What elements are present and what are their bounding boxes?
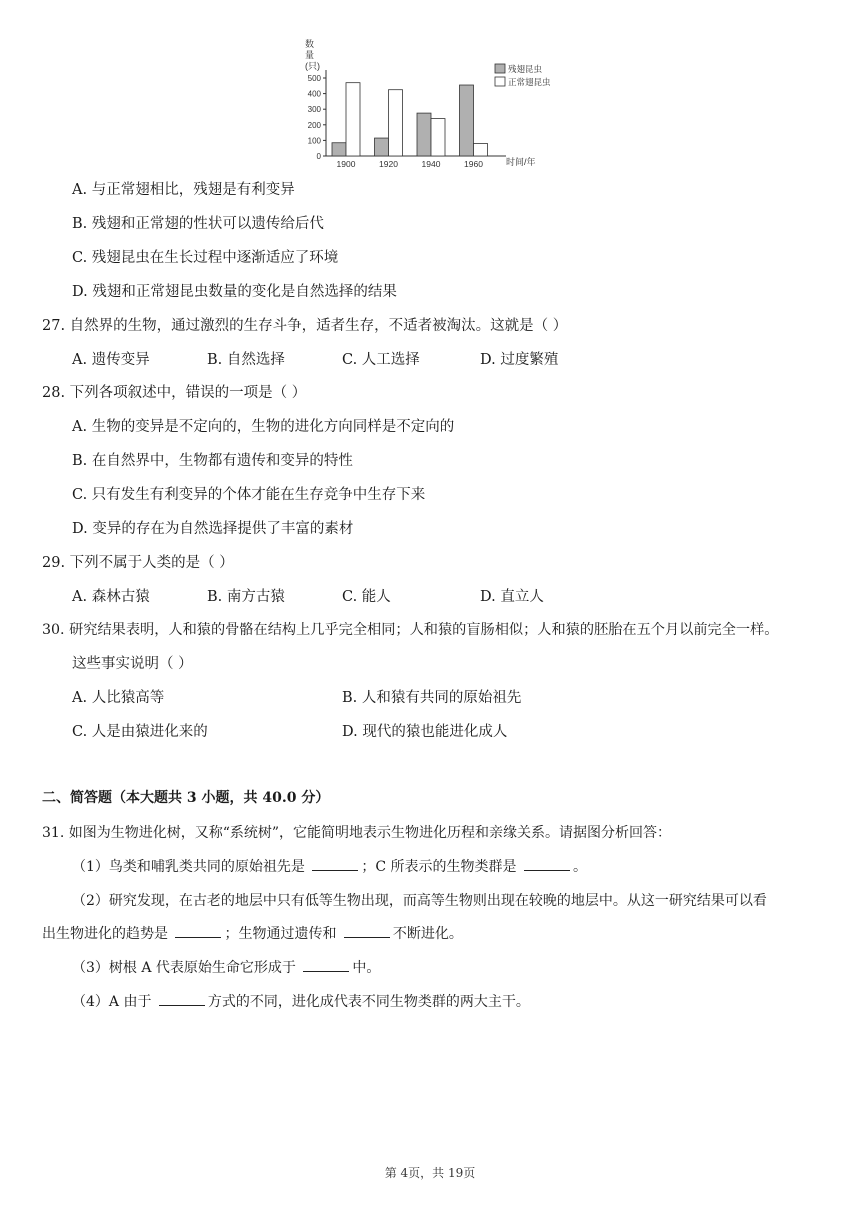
chart-x-tick-label: 1920 (379, 159, 398, 169)
chart-y-label-char: 量 (305, 50, 315, 60)
q26-option-c[interactable]: C. 残翅昆虫在生长过程中逐渐适应了环境 (72, 250, 339, 266)
page-footer: 第 4页，共 19页 (384, 1166, 476, 1180)
chart-bar (332, 143, 346, 156)
q31-blank-3[interactable] (175, 923, 221, 938)
chart-bar (431, 119, 445, 156)
chart-y-label (305, 38, 320, 71)
chart-legend-swatch (495, 77, 505, 86)
q31-part4-text-b: 方式的不同，进化成代表不同生物类群的两大主干。 (207, 994, 530, 1010)
chart-legend-label: 残翅昆虫 (508, 64, 543, 74)
q31-part2-text-b: 出生物进化的趋势是 (42, 926, 173, 942)
q30-stem-line2: 这些事实说明（ ） (72, 656, 193, 672)
q31-part3-text-b: 中。 (352, 960, 381, 976)
q29-stem: 29. 下列不属于人类的是（ ） (42, 555, 234, 571)
chart-legend (495, 64, 551, 87)
q31-blank-5[interactable] (303, 957, 349, 972)
chart-x-label: 时间/年 (506, 157, 536, 167)
q31-blank-1[interactable] (312, 856, 358, 871)
chart-bar (460, 85, 474, 156)
q28-stem: 28. 下列各项叙述中，错误的一项是（ ） (42, 385, 307, 401)
q27-stem: 27. 自然界的生物，通过激烈的生存斗争，适者生存，不适者被淘汰。这就是（ ） (42, 318, 568, 334)
q31-blank-4[interactable] (344, 923, 390, 938)
chart-y-tick-label: 200 (307, 120, 321, 130)
q31-part1-text-b: ；C 所表示的生物类群是 (361, 859, 521, 875)
chart-y-tick-label: 100 (307, 136, 321, 146)
chart-legend-swatch (495, 64, 505, 73)
q31-part2-text-d: 不断进化。 (392, 926, 463, 942)
section-2-title: 二、简答题（本大题共 3 小题，共 40.0 分） (42, 790, 330, 806)
q31-part4-text-a: （4）A 由于 (72, 994, 156, 1010)
chart-x-tick-label: 1940 (421, 159, 441, 169)
chart-bar (375, 138, 389, 156)
chart-x-tick-label: 1900 (336, 159, 356, 169)
q26-option-b[interactable]: B. 残翅和正常翅的性状可以遗传给后代 (72, 216, 324, 232)
q26-option-a[interactable]: A. 与正常翅相比，残翅是有利变异 (72, 182, 295, 198)
q31-part1-text-a: （1）鸟类和哺乳类共同的原始祖先是 (72, 859, 310, 875)
q31-part2-line2 (42, 923, 463, 943)
chart-legend-label: 正常翅昆虫 (508, 77, 551, 87)
q26-option-d[interactable]: D. 残翅和正常翅昆虫数量的变化是自然选择的结果 (72, 284, 397, 300)
chart-y-tick-label: 0 (316, 152, 321, 161)
q31-part3 (72, 957, 380, 977)
q30-option-a[interactable]: A. 人比猿高等 (72, 690, 165, 706)
chart-bar (417, 113, 431, 156)
q31-blank-2[interactable] (524, 856, 570, 871)
q28-option-d[interactable]: D. 变异的存在为自然选择提供了丰富的素材 (72, 521, 354, 537)
chart-y-tick-label: 500 (307, 74, 321, 83)
chart-bar (474, 144, 488, 156)
q29-option-a[interactable]: A. 森林古猿 (72, 589, 150, 605)
chart-y-tick-label: 400 (307, 89, 321, 99)
chart-y-tick-label: 300 (307, 105, 321, 115)
q31-part3-text-a: （3）树根 A 代表原始生命它形成于 (72, 960, 301, 976)
bar-chart (296, 34, 566, 176)
q30-option-c[interactable]: C. 人是由猿进化来的 (72, 724, 208, 740)
q30-stem-line1: 30. 研究结果表明，人和猿的骨骼在结构上几乎完全相同；人和猿的盲肠相似；人和猿的胚胎在五个月以前完全一样。 (42, 622, 779, 638)
chart-x-ticks (337, 159, 484, 169)
q29-option-b[interactable]: B. 南方古猿 (207, 589, 285, 605)
q31-stem: 31. 如图为生物进化树，又称“系统树”，它能简明地表示生物进化历程和亲缘关系。请据图分析回答： (42, 825, 672, 841)
q31-blank-6[interactable] (159, 991, 205, 1006)
chart-bar (389, 90, 403, 156)
q27-option-d[interactable]: D. 过度繁殖 (480, 352, 559, 368)
q27-option-c[interactable]: C. 人工选择 (342, 352, 420, 368)
q29-option-d[interactable]: D. 直立人 (480, 589, 544, 605)
q29-option-c[interactable]: C. 能人 (342, 589, 391, 605)
q31-part1-text-c: 。 (572, 859, 587, 875)
q30-option-b[interactable]: B. 人和猿有共同的原始祖先 (342, 690, 522, 706)
chart-y-ticks (308, 74, 326, 161)
q28-option-b[interactable]: B. 在自然界中，生物都有遗传和变异的特性 (72, 453, 353, 469)
chart-y-label-char: 数 (305, 39, 315, 49)
chart-x-tick-label: 1960 (464, 159, 483, 169)
q30-option-d[interactable]: D. 现代的猿也能进化成人 (342, 724, 508, 740)
q31-part4 (72, 991, 530, 1011)
q27-option-a[interactable]: A. 遗传变异 (72, 352, 150, 368)
q31-part2-text-c: ；生物通过遗传和 (224, 926, 341, 942)
chart-bars (332, 83, 488, 156)
chart-bar (346, 83, 360, 156)
q28-option-c[interactable]: C. 只有发生有利变异的个体才能在生存竞争中生存下来 (72, 487, 426, 503)
q31-part1 (72, 856, 587, 876)
q27-option-b[interactable]: B. 自然选择 (207, 352, 285, 368)
q31-part2-line1: （2）研究发现，在古老的地层中只有低等生物出现，而高等生物则出现在较晚的地层中。从这一研究结果可以看 (72, 893, 767, 909)
chart-y-label-char: (只) (305, 61, 320, 71)
q28-option-a[interactable]: A. 生物的变异是不定向的，生物的进化方向同样是不定向的 (72, 419, 455, 435)
